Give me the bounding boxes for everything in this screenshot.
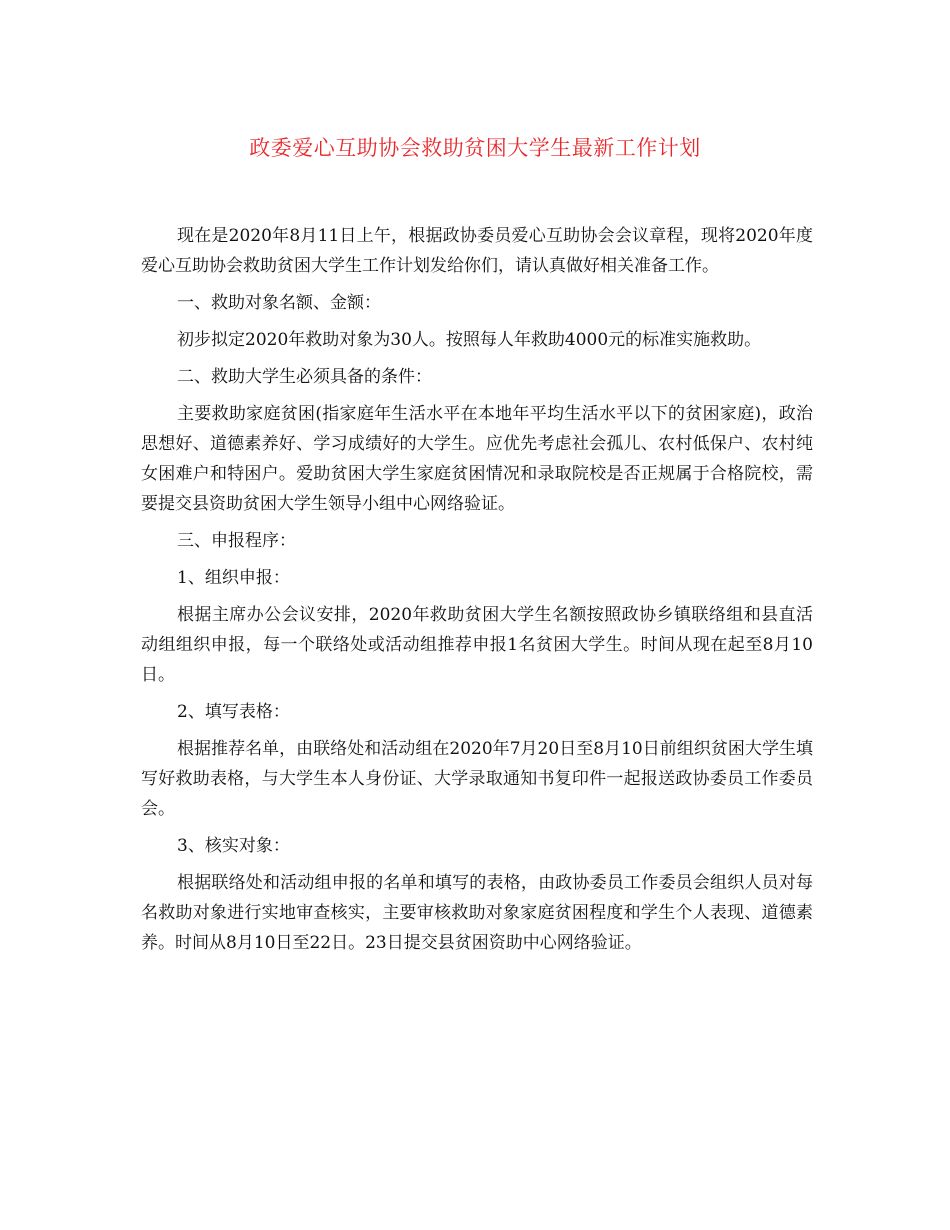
paragraph-fill-forms: 根据推荐名单，由联络处和活动组在2020年7月20日至8月10日前组织贫困大学生填写好救助表格，与大学生本人身份证、大学录取通知书复印件一起报送政协委员工作委员会。 (141, 739, 813, 819)
paragraph-intro: 现在是2020年8月11日上午，根据政协委员爱心互助协会会议章程，现将2020年度爱心互助协会救助贫困大学生工作计划发给你们，请认真做好相关准备工作。 (141, 226, 813, 276)
subheading-fill-forms: 2、填写表格： (177, 702, 290, 722)
paragraph-eligibility: 主要救助家庭贫困(指家庭年生活水平在本地年平均生活水平以下的贫困家庭)，政治思想好、道德素养好、学习成绩好的大学生。应优先考虑社会孤儿、农村低保户、农村纯女困难户和特困户。爱助贫困大学生家庭贫困情况和录取院校是否正规属于合格院校，需要提交县资助贫困大学生领导小组中心网络验证。 (141, 404, 813, 514)
paragraph-recipients-amount: 初步拟定2020年救助对象为30人。按照每人年救助4000元的标准实施救助。 (177, 330, 762, 350)
paragraph-verify-recipients: 根据联络处和活动组申报的名单和填写的表格，由政协委员工作委员会组织人员对每名救助对象进行实地审查核实，主要审核救助对象家庭贫困程度和学生个人表现、道德素养。时间从8月10日至22日。23日提交县贫困资助中心网络验证。 (141, 873, 813, 953)
heading-eligibility: 二、救助大学生必须具备的条件： (177, 367, 432, 387)
document-body (141, 221, 813, 965)
subheading-organize-application: 1、组织申报： (177, 568, 290, 588)
heading-application-procedure: 三、申报程序： (177, 531, 296, 551)
document-title: 政委爱心互助协会救助贫困大学生最新工作计划 (249, 136, 701, 160)
subheading-verify-recipients: 3、核实对象： (177, 836, 290, 856)
paragraph-organize-application: 根据主席办公会议安排，2020年救助贫困大学生名额按照政协乡镇联络组和县直活动组组织申报，每一个联络处或活动组推荐申报1名贫困大学生。时间从现在起至8月10日。 (141, 605, 813, 685)
heading-recipients-amount: 一、救助对象名额、金额： (177, 293, 381, 313)
